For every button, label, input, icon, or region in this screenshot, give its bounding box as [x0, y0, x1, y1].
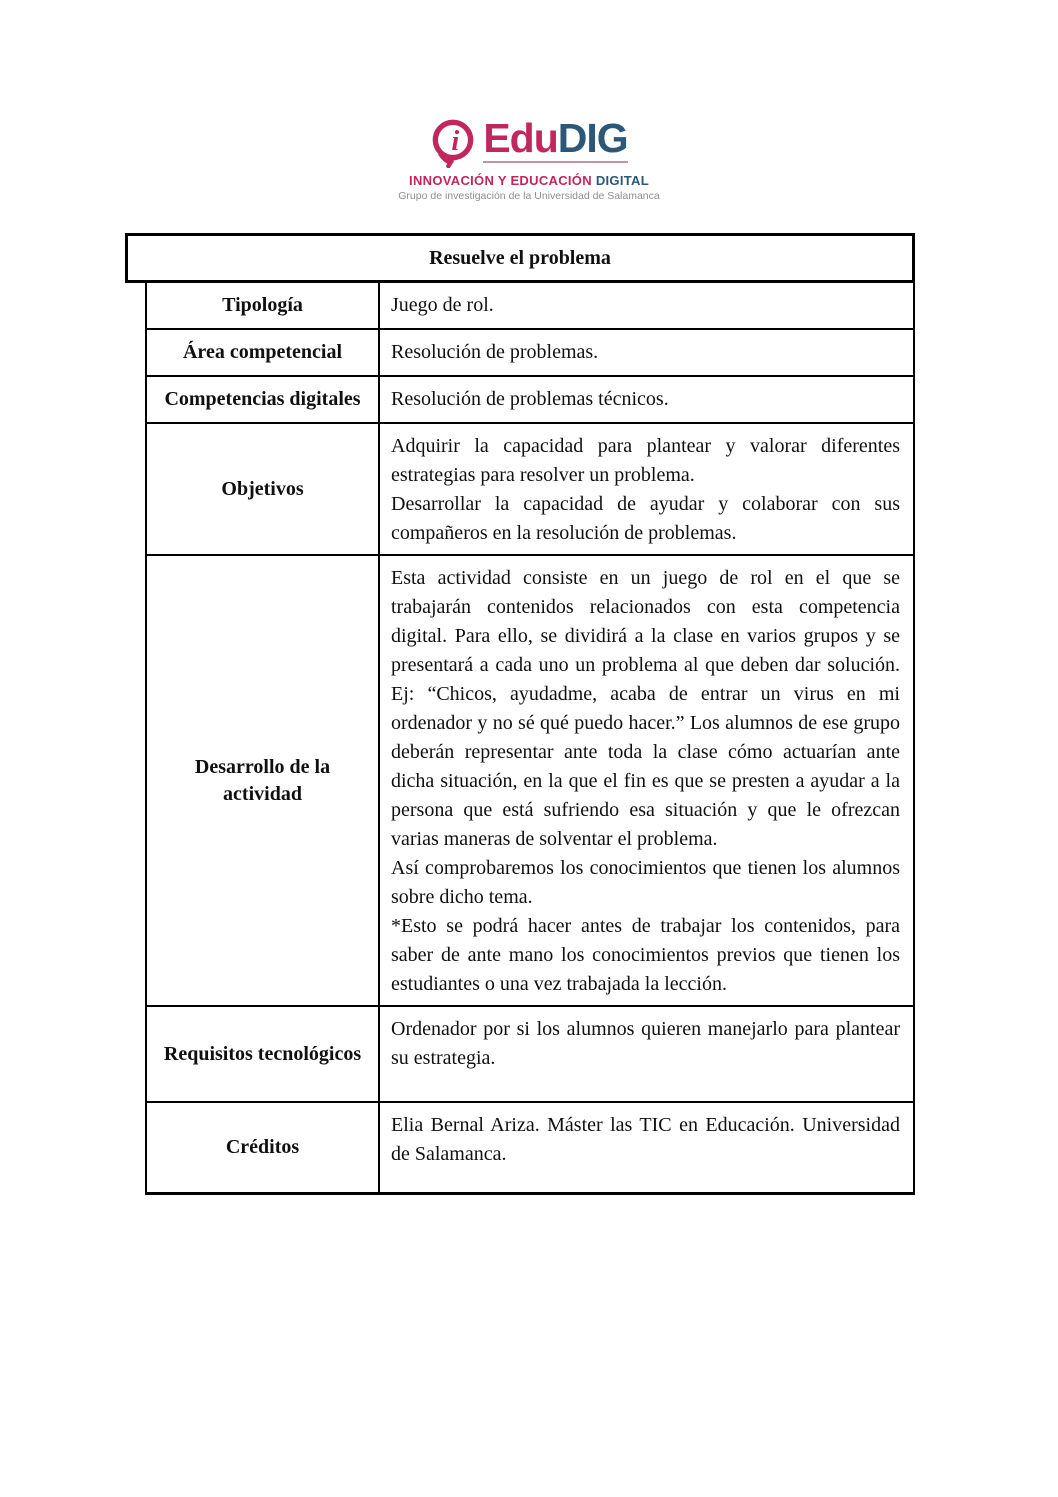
table-row-requisitos [147, 1007, 913, 1103]
row-label: Objetivos [147, 424, 380, 554]
value-paragraph: *Esto se podrá hacer antes de trabajar los contenidos, para saber de ante mano los conocimientos previos que tienen los estudiantes o una vez trabajada la lección. [391, 915, 900, 995]
table-row-competencias-digitales [147, 377, 913, 424]
table-title: Resuelve el problema [429, 246, 611, 269]
row-value [380, 1007, 913, 1101]
logo-subtitle: Grupo de investigación de la Universidad de Salamanca [398, 190, 660, 202]
value-paragraph: Desarrollar la capacidad de ayudar y colaborar con sus compañeros en la resolución de problemas. [391, 493, 900, 544]
edudig-i-icon [430, 118, 476, 168]
value-paragraph: Así comprobaremos los conocimientos que tienen los alumnos sobre dicho tema. [391, 857, 900, 908]
table-row-area-competencial [147, 330, 913, 377]
tagline-digital: DIGITAL [595, 173, 649, 188]
table-row-desarrollo [147, 556, 913, 1007]
value-paragraph: Ordenador por si los alumnos quieren manejarlo para plantear su estrategia. [391, 1018, 900, 1069]
value-paragraph: Elia Bernal Ariza. Máster las TIC en Educación. Universidad de Salamanca. [391, 1114, 900, 1165]
row-value [380, 330, 913, 375]
logo-tagline [409, 173, 649, 188]
table-row-tipologia [147, 283, 913, 330]
value-paragraph: Juego de rol. [391, 294, 494, 316]
activity-table [145, 283, 915, 1195]
brand-edu: Edu [483, 115, 558, 161]
row-value [380, 424, 913, 554]
row-label: Competencias digitales [147, 377, 380, 422]
row-label: Desarrollo de la actividad [147, 556, 380, 1005]
edudig-logo [0, 116, 1058, 202]
row-label: Tipología [147, 283, 380, 328]
row-label: Créditos [147, 1103, 380, 1192]
svg-text:i: i [451, 125, 460, 157]
tagline-innovacion: INNOVACIÓN Y EDUCACIÓN [409, 173, 592, 188]
row-value [380, 283, 913, 328]
row-value [380, 377, 913, 422]
brand-wordmark [483, 116, 627, 163]
value-paragraph: Esta actividad consiste en un juego de rol en el que se trabajarán contenidos relacionados con esta competencia digital. Para ello, se dividirá a la clase en varios grupos y se presentará a cada uno un problema al que deben dar solución. Ej: “Chicos, ayudadme, acaba de entrar un virus en mi ordenador y no sé qué puedo hacer.” Los alumnos de ese grupo deberán representar ante toda la clase cómo actuarían ante dicha situación, en la que el fin es que se presten a ayudar a la persona que está sufriendo esa situación y que le ofrezcan varias maneras de solventar el problema. [391, 567, 900, 850]
value-paragraph: Resolución de problemas técnicos. [391, 388, 669, 410]
table-title-box [125, 233, 915, 283]
table-row-objetivos [147, 424, 913, 556]
row-label: Requisitos tecnológicos [147, 1007, 380, 1101]
row-value [380, 556, 913, 1005]
value-paragraph: Resolución de problemas. [391, 341, 599, 363]
value-paragraph: Adquirir la capacidad para plantear y valorar diferentes estrategias para resolver un problema. [391, 435, 900, 486]
row-label: Área competencial [147, 330, 380, 375]
row-value [380, 1103, 913, 1192]
logo-top-row [430, 116, 627, 168]
brand-dig: DIG [557, 115, 628, 161]
table-row-creditos [147, 1103, 913, 1192]
